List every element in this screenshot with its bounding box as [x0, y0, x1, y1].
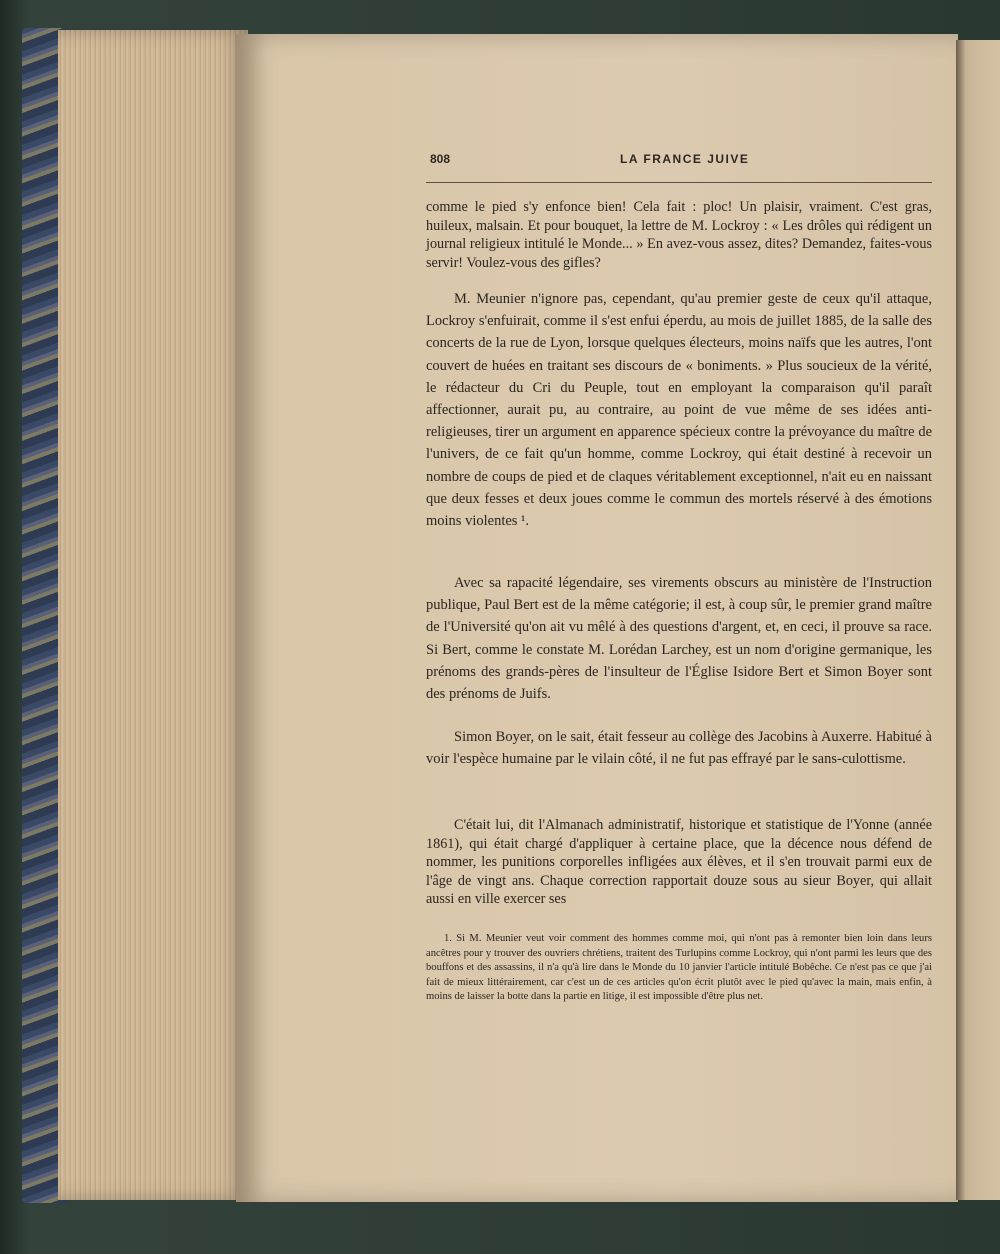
page-edges	[58, 30, 248, 1200]
header-rule	[426, 182, 932, 183]
paragraph-1: comme le pied s'y enfonce bien! Cela fait : ploc! Un plaisir, vraiment. C'est gras, huileux, malsain. Et pour bouquet, la lettre de M. Lockroy : « Les drôles qui rédigent un journal religieux intitulé le Monde... » En avez-vous assez, dites? Demandez, faites-vous servir! Voulez-vous des gifles?	[426, 199, 932, 271]
paragraph-5: C'était lui, dit l'Almanach administratif, historique et statistique de l'Yonne (année 1861), qui était chargé d'appliquer à certaine place, que la décence nous défend de nommer, les punitions corporelles infligées aux élèves, et il s'en trouvait parmi eux de l'âge de vingt ans. Chaque correction rapportait douze sous au sieur Boyer, qui allait aussi en ville exercer ses	[426, 817, 932, 907]
footnote: 1. Si M. Meunier veut voir comment des hommes comme moi, qui n'ont pas à remonter bien loin dans leurs ancêtres pour y trouver des ouvriers chrétiens, traitent des Turlupins comme Lockroy, qui n'ont parmi les leurs que des bouffons et des assassins, il n'a qu'à lire dans le Monde du 10 janvier l'article intitulé Bobêche. Ce n'est pas ce que j'ai fait de mieux littérairement, car c'est un de ces articles qu'on écrit plutôt avec le pied qu'avec la main, mais enfin, à moins de laisser la botte dans la partie en litige, il est impossible d'être plus net.	[426, 933, 932, 1003]
facing-page-edge	[956, 40, 1000, 1200]
paragraph-3: Avec sa rapacité légendaire, ses virements obscurs au ministère de l'Instruction publique, Paul Bert est de la même catégorie; il est, à coup sûr, le premier grand maître de l'Université qu'on ait vu mêlé à des questions d'argent, et, en ceci, il prouve sa race. Si Bert, comme le constate M. Lorédan Larchey, est un nom d'origine germanique, les prénoms des grands-pères de l'insulteur de l'Église Isidore Bert et Simon Boyer sont des prénoms de Juifs.	[426, 575, 932, 703]
paragraph-2: M. Meunier n'ignore pas, cependant, qu'au premier geste de ceux qu'il attaque, Lockroy s'enfuirait, comme il s'est enfui éperdu, au mois de juillet 1885, de la salle des concerts de la rue de Lyon, lorsque quelques électeurs, moins naïfs que les autres, l'ont couvert de huées en traitant ses discours de « boniments. » Plus soucieux de la vérité, le rédacteur du Cri du Peuple, tout en employant la comparaison qu'il paraît affectionner, aurait pu, au contraire, au point de vue même de ses idées anti-religieuses, tirer un argument en apparence spécieux contre la prévoyance du maître de l'univers, de ce fait qu'un homme, comme Lockroy, qui était destiné à recevoir un nombre de coups de pied et de claques véritablement exceptionnel, n'ait eu en naissant que deux fesses et deux joues comme le commun des mortels réservé à des émotions moins violentes ¹.	[426, 291, 932, 530]
paragraph-4: Simon Boyer, on le sait, était fesseur au collège des Jacobins à Auxerre. Habitué à voir l'espèce humaine par le vilain côté, il ne fut pas effrayé par le sans-culottisme.	[426, 729, 932, 768]
page-header	[430, 152, 930, 174]
page-number: 808	[430, 152, 451, 166]
running-title: LA FRANCE JUIVE	[620, 152, 750, 166]
